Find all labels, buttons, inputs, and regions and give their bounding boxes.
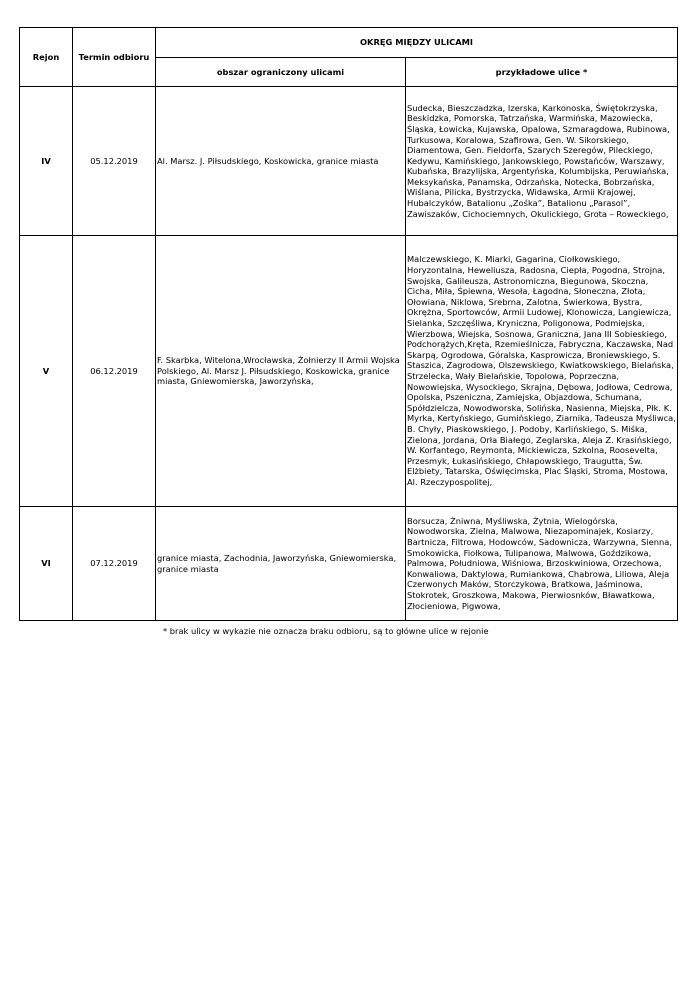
collection-schedule-table bbox=[19, 27, 678, 621]
table-row bbox=[20, 507, 678, 621]
termin-cell: 06.12.2019 bbox=[73, 236, 156, 507]
table-row bbox=[20, 87, 678, 236]
obszar-cell: granice miasta, Zachodnia, Jaworzyńska, Gniewomierska, granice miasta bbox=[156, 507, 406, 621]
table-row bbox=[20, 236, 678, 507]
termin-cell: 07.12.2019 bbox=[73, 507, 156, 621]
ulice-cell: Borsucza, Żniwna, Myśliwska, Żytnia, Wielogórska, Nowodworska, Zielna, Malwowa, Niezapominajek, Kosiarzy, Bartnicza, Filtrowa, Hodowców, Sadownicza, Warzywna, Sienna, Smokowicka, Fiołkowa, Tulipanowa, Malwowa, Goździkowa, Palmowa, Południowa, Wiśniowa, Brzoskwiniowa, Orzechowa, Konwaliowa, Daktylowa, Rumiankowa, Chabrowa, Liliowa, Aleja Czerwonych Maków, Storczykowa, Bratkowa, Jaśminowa, Stokrotek, Groszkowa, Makowa, Pierwiosnków, Bławatkowa, Złocieniowa, Pigwowa, bbox=[406, 507, 678, 621]
obszar-cell: F. Skarbka, Witelona,Wrocławska, Żołnierzy II Armii Wojska Polskiego, Al. Marsz J. Piłsudskiego, Koskowicka, granice miasta, Gniewomierska, Jaworzyńska, bbox=[156, 236, 406, 507]
rejon-cell: IV bbox=[20, 87, 73, 236]
obszar-cell: Al. Marsz. J. Piłsudskiego, Koskowicka, granice miasta bbox=[156, 87, 406, 236]
header-rejon: Rejon bbox=[20, 28, 73, 87]
header-obszar: obszar ograniczony ulicami bbox=[156, 58, 406, 87]
ulice-cell: Malczewskiego, K. Miarki, Gagarina, Ciołkowskiego, Horyzontalna, Heweliusza, Radosna, Ciepła, Pogodna, Strojna, Swojska, Galileusza, Astronomiczna, Biegunowa, Skoczna, Cicha, Miła, Śpiewna, Wesoła, Łagodna, Słoneczna, Złota, Ołowiana, Niklowa, Srebrna, Zalotna, Świerkowa, Bystra, Okrężna, Sportowców, Armii Ludowej, Klonowicza, Langiewicza, Sielanka, Szczęśliwa, Kryniczna, Poligonowa, Podmiejska, Wierzbowa, Wiejska, Sosnowa, Graniczna, Jana III Sobieskiego, Podchorążych,Kręta, Rzemieślnicza, Fabryczna, Kaczawska, Nad Skarpą, Ogrodowa, Góralska, Kasprowicza, Broniewskiego, S. Staszica, Zagrodowa, Olszewskiego, Kwiatkowskiego, Bielańska, Strzelecka, Wały Bielańskie, Topolowa, Poprzeczna, Nowowiejska, Wysockiego, Skrajna, Dębowa, Jodłowa, Cedrowa, Opolska, Pszeniczna, Zamiejska, Objazdowa, Schumana, Spółdzielcza, Nowodworska, Solińska, Nasienna, Miejska, Płk. K. Myrka, Kertyńskiego, Gumińskiego, Ziarnika, Tadeusza Myśliwca, B. Chyły, Piaskowskiego, J. Podoby, Karlińskiego, S. Miśka, Zielona, Jordana, Orła Białego, Zeglarska, Aleja Z. Krasińskiego, W. Korfantego, Reymonta, Mickiewicza, Szkolna, Roosevelta, Przesmyk, Łukasińskiego, Chłapowskiego, Traugutta, Św. Elżbiety, Tatarska, Oświęcimska, Plac Śląski, Stroma, Mostowa, Al. Rzeczypospolitej, bbox=[406, 236, 678, 507]
header-okreg: OKRĘG MIĘDZY ULICAMI bbox=[156, 28, 678, 58]
footnote: * brak ulicy w wykazie nie oznacza braku odbioru, są to główne ulice w rejonie bbox=[163, 626, 489, 636]
header-termin: Termin odbioru bbox=[73, 28, 156, 87]
termin-cell: 05.12.2019 bbox=[73, 87, 156, 236]
header-przykladowe: przykładowe ulice * bbox=[406, 58, 678, 87]
rejon-cell: V bbox=[20, 236, 73, 507]
rejon-cell: VI bbox=[20, 507, 73, 621]
ulice-cell: Sudecka, Bieszczadzka, Izerska, Karkonoska, Świętokrzyska, Beskidzka, Pomorska, Tatrzańska, Warmińska, Mazowiecka, Śląska, Łowicka, Kujawska, Opalowa, Szmaragdowa, Rubinowa, Turkusowa, Koralowa, Szafirowa, Gen. W. Sikorskiego, Diamentowa, Gen. Fieldorfa, Szarych Szeregów, Pileckiego, Kedywu, Kamińskiego, Jankowskiego, Powstańców, Warszawy, Kubańska, Brazylijska, Argentyńska, Kolumbijska, Peruwiańska, Meksykańska, Panamska, Odrzańska, Notecka, Bobrzańska, Wiślana, Pilicka, Bystrzycka, Widawska, Armii Krajowej, Hubalczyków, Batalionu „Zośka”, Batalionu „Parasol”, Zawiszaków, Cichociemnych, Okulickiego, Grota – Roweckiego, bbox=[406, 87, 678, 236]
